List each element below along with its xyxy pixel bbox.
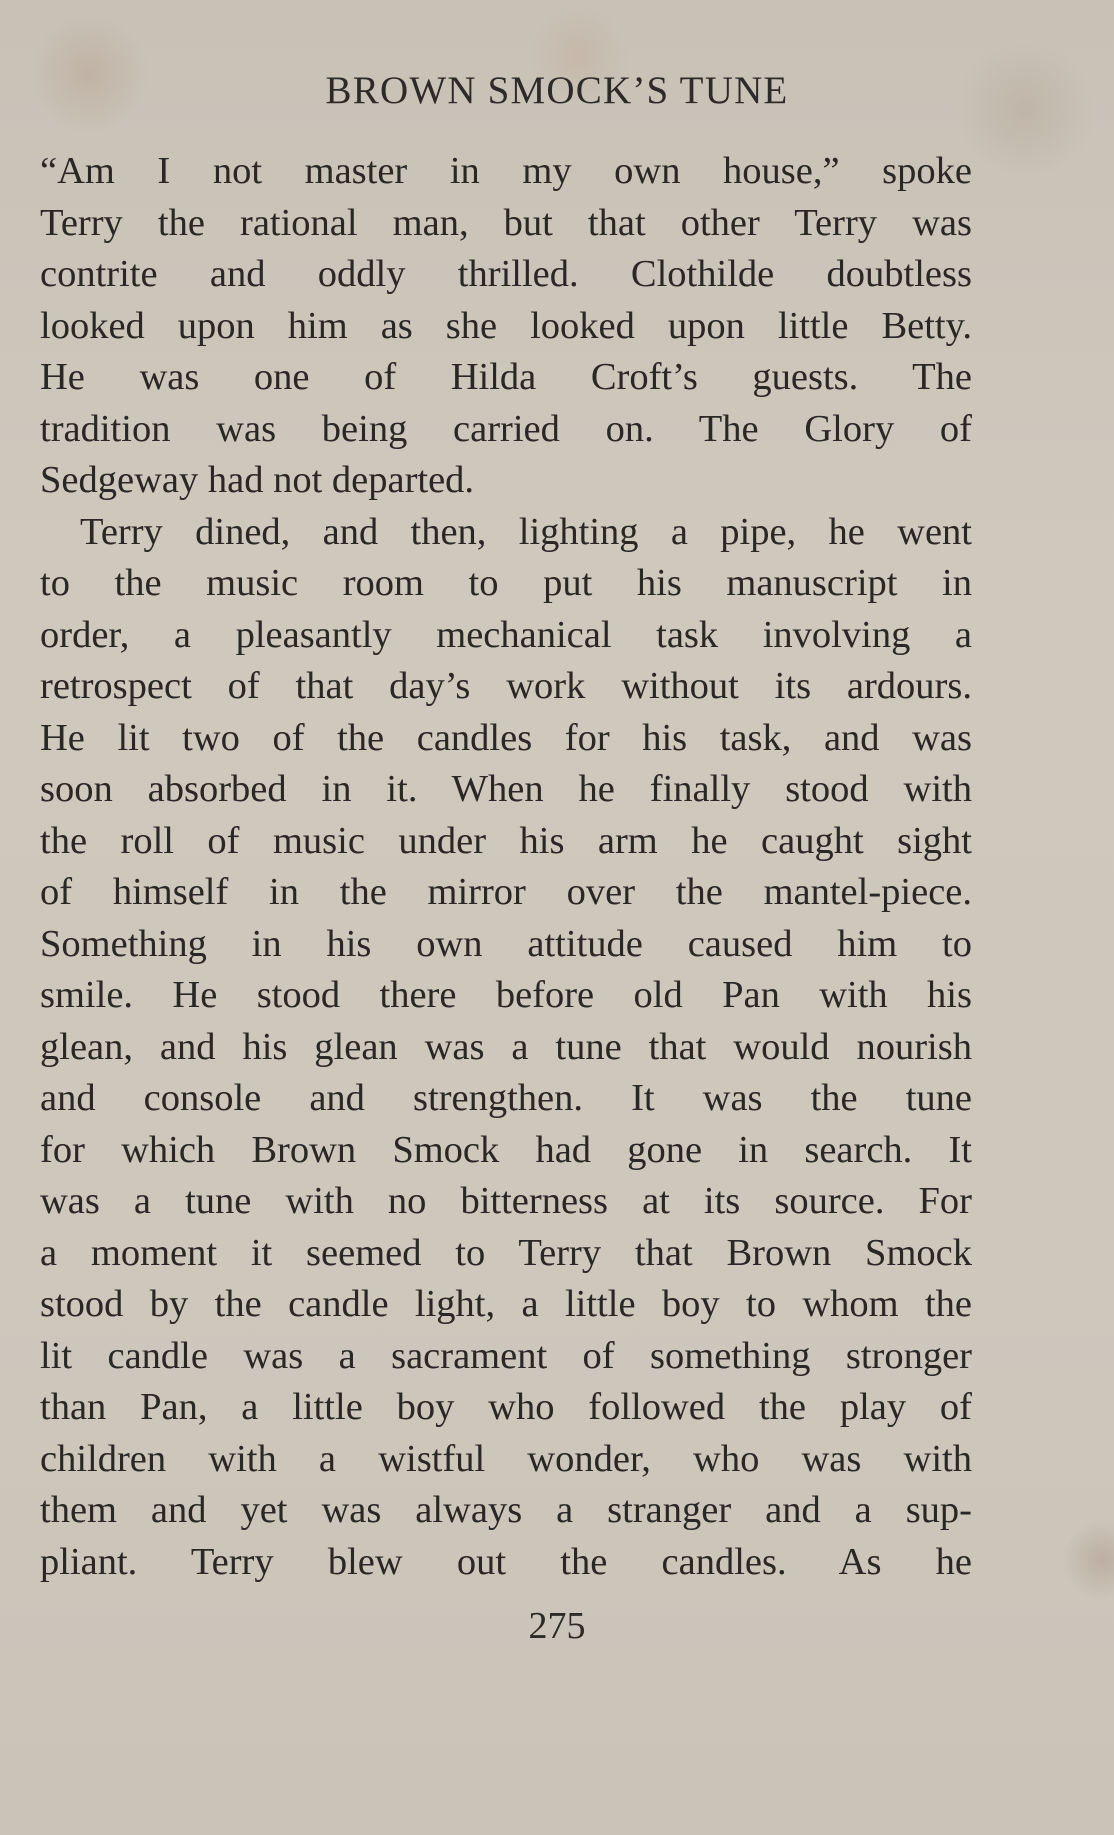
text-line: order, a pleasantly mechanical task involving a — [40, 613, 972, 656]
text-line: glean, and his glean was a tune that would nourish — [40, 1025, 972, 1068]
text-line: children with a wistful wonder, who was with — [40, 1437, 972, 1480]
text-line: the roll of music under his arm he caught sight — [40, 819, 972, 862]
text-line: tradition was being carried on. The Glory of — [40, 407, 972, 450]
text-line: than Pan, a little boy who followed the play of — [40, 1386, 972, 1428]
text-line: smile. He stood there before old Pan with his — [40, 974, 972, 1016]
text-line: Sedgeway had not departed. — [40, 459, 475, 501]
text-line: for which Brown Smock had gone in search. It — [40, 1128, 972, 1171]
text-line: He lit two of the candles for his task, and was — [40, 716, 972, 759]
text-line: Something in his own attitude caused him to — [40, 922, 972, 965]
page-number: 275 — [528, 1605, 586, 1647]
text-line: a moment it seemed to Terry that Brown Smock — [40, 1231, 972, 1274]
body-text — [40, 146, 972, 1588]
text-line: to the music room to put his manuscript in — [40, 562, 972, 604]
text-line: Terry the rational man, but that other Terry was — [40, 201, 972, 244]
text-line: looked upon him as she looked upon little Betty. — [40, 304, 972, 347]
text-line: Terry dined, and then, lighting a pipe, he went — [80, 510, 972, 553]
running-head: BROWN SMOCK’S TUNE — [325, 69, 789, 112]
text-line: of himself in the mirror over the mantel-piece. — [40, 871, 972, 913]
text-line: stood by the candle light, a little boy to whom the — [40, 1283, 972, 1325]
text-line: lit candle was a sacrament of something stronger — [40, 1334, 972, 1377]
text-line: soon absorbed in it. When he finally stood with — [40, 768, 972, 810]
text-line: “Am I not master in my own house,” spoke — [40, 150, 972, 192]
text-line: was a tune with no bitterness at its source. For — [40, 1180, 972, 1222]
text-line: He was one of Hilda Croft’s guests. The — [40, 356, 972, 398]
text-line: retrospect of that day’s work without its ardours. — [40, 665, 972, 707]
text-line: contrite and oddly thrilled. Clothilde doubtless — [40, 253, 972, 295]
text-line: pliant. Terry blew out the candles. As he — [40, 1540, 972, 1583]
text-line: them and yet was always a stranger and a sup- — [40, 1489, 972, 1531]
text-line: and console and strengthen. It was the tune — [40, 1077, 972, 1119]
